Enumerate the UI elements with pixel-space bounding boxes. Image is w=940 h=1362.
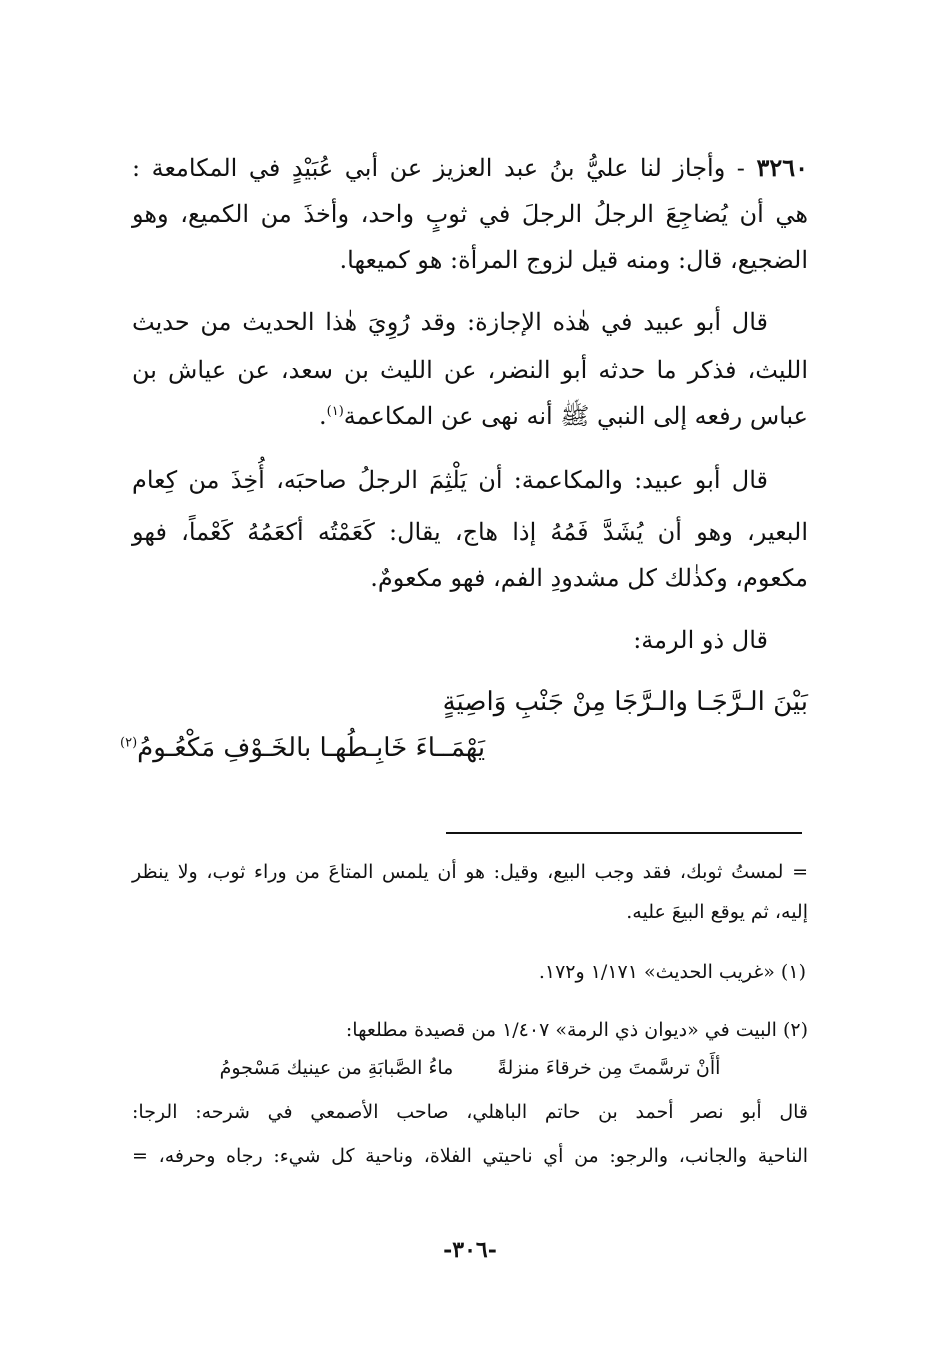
footnote-continuation-line-1: = لمستُ ثوبك، فقد وجب البيع، وقيل: هو أن يلمس المتاعَ من وراء ثوب، ولا ينظر <box>132 861 808 883</box>
para2-line-3-text: عباس رفعه إلى النبي ﷺ أنه نهى عن المكاعمة <box>343 402 808 430</box>
entry-line-2: هي أن يُضاجِعَ الرجلُ الرجلَ في ثوبٍ واحد، وأخذَ من الكميع، وهو <box>132 200 808 228</box>
para2-line-1: قال أبو عبيد في هٰذه الإجازة: وقد رُوِيَ هٰذا الحديث من حديث <box>132 308 768 336</box>
footnote-ref-2: (٢) <box>120 735 138 751</box>
para2-line-2: الليث، فذكر ما حدثه أبو النضر، عن الليث بن سعد، عن عياش بن <box>132 356 808 384</box>
para3-line-3: مكعوم، وكذٰلك كل مشدودِ الفم، فهو مكعومٌ. <box>370 564 808 592</box>
footnote-continuation-line-2: إليه، ثم يوقع البيعَ عليه. <box>626 901 808 923</box>
footnote-2-verse-b: ماءُ الصَّبابَةِ من عينيك مَسْجومُ <box>219 1057 454 1079</box>
footnote-separator <box>446 832 802 834</box>
entry-number: ٣٢٦٠ <box>756 153 809 182</box>
footnote-ref-1: (١) <box>326 404 344 419</box>
footnote-2-verse <box>132 1050 808 1086</box>
footnote-2-line-3: قال أبو نصر أحمد بن حاتم الباهلي، صاحب الأصمعي في شرحه: الرجا: <box>132 1101 808 1123</box>
verse-hemistich-1: بَيْنَ الـرَّجَـا والـرَّجَا مِنْ جَنْبِ وَاصِيَةٍ <box>442 687 808 717</box>
footnote-2-line-1: (٢) البيت في «ديوان ذي الرمة» ١/٤٠٧ من قصيدة مطلعها: <box>345 1019 808 1041</box>
footnote-2-verse-a: أأَنْ ترسَّمتَ مِن خرقاءَ منزلةً <box>497 1057 721 1079</box>
footnote-2-line-4: الناحية والجانب، والرجو: من أي ناحيتي الفلاة، وناحية كل شيء: رجاه وحرفه، = <box>132 1145 808 1167</box>
para3-line-2: البعير، وهو أن يُشَدَّ فَمُهُ إذا هاج، يقال: كَعَمْتُه أكعَمُهُ كَعْماً، فهو <box>132 518 808 546</box>
para3-line-1: قال أبو عبيد: والمكاعمة: أن يَلْثِمَ الرجلُ صاحبَه، أُخِذَ من كِعام <box>132 466 768 494</box>
entry-line-1 <box>132 146 808 190</box>
verse-hemistich-2: يَهْمَــاءَ خَابِـطُهـا بالخَـوْفِ مَكْعُـومُ <box>137 733 486 763</box>
para2-line-3-end: . <box>319 402 327 430</box>
poet-intro: قال ذو الرمة: <box>633 626 768 654</box>
verse-hemistich-2-row <box>120 724 640 772</box>
page-number: -٣٠٦- <box>443 1237 497 1263</box>
para2-line-3 <box>132 394 808 438</box>
footnote-1: (١) «غريب الحديث» ١/١٧١ و١٧٢. <box>538 961 806 983</box>
entry-text-1: - وأجاز لنا عليُّ بنُ عبد العزيز عن أبي عُبَيْدٍ في المكامعة : <box>132 154 745 182</box>
entry-line-3: الضجيع، قال: ومنه قيل لزوج المرأة: هو كميعها. <box>339 246 808 274</box>
